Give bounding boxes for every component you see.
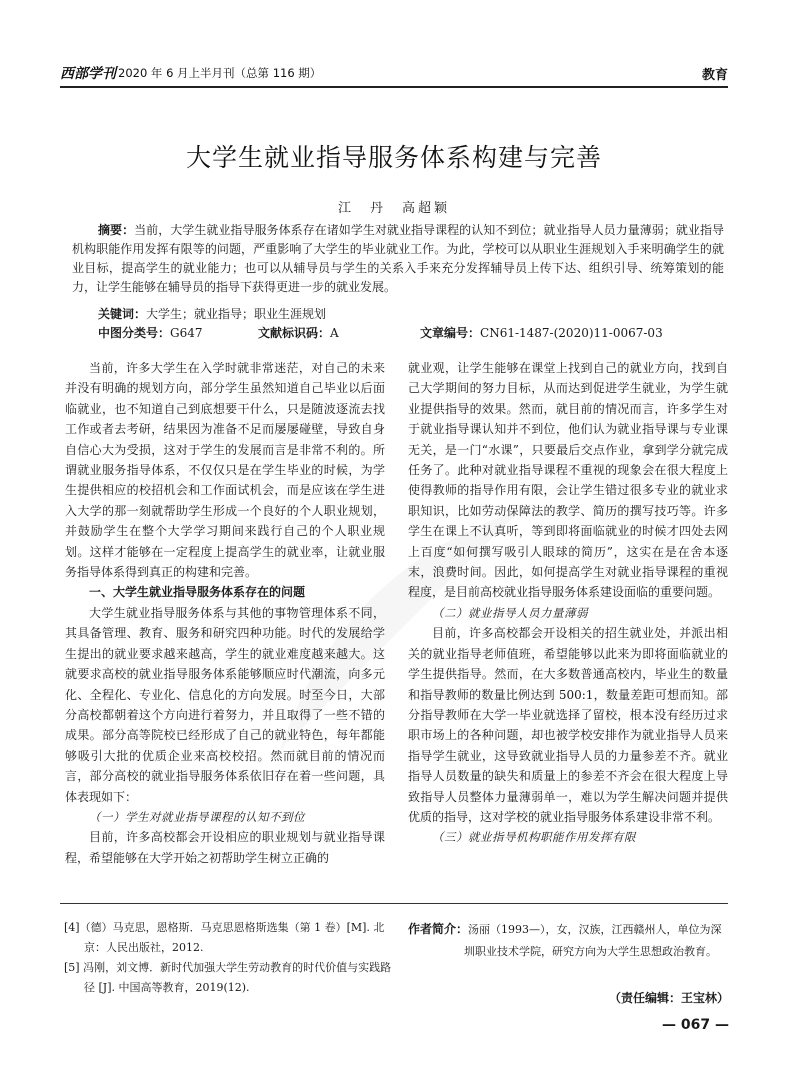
body-paragraph: 目前，许多高校都会开设相关的招生就业处，并派出相关的就业指导老师值班，希望能够以此来为即将面临就业的学生提供指导。然而，在大多数普通高校内，毕业生的数量和指导教师的数量比例达到 500:1，数量差距可想而知。部分指导教师在大学一毕业就选择了留校，根本没有经历过求职市场上的各种问题，却也被学校安排作为就业指导人员来指导学生就业，这导致就业指导人员的力量参差不齐。就业指导人员数量的缺失和质量上的参差不齐会在很大程度上导致指导人员整体力量薄弱单一，难以为学生解决问题并提供优质的指导，这对学校的就业指导服务体系建设非常不利。: [408, 626, 728, 824]
footer-divider: [60, 903, 728, 904]
body-paragraph: 当前，许多大学生在入学时就非常迷茫，对自己的未来并没有明确的规划方向，部分学生虽然知道自己毕业以后面临就业，也不知道自己到底想要干什么，只是随波逐流去找工作或者去考研，结果因为准备不足而屡屡碰壁，导致自身自信心大为受损，这对于学生的发展而言是非常不利的。所谓就业服务指导体系，不仅仅只是在学生毕业的时候，为学生提供相应的校招机会和工作面试机会，而是应该在学生进入大学的那一刻就帮助学生形成一个良好的个人职业规划，并鼓励学生在整个大学学习期间来践行自己的个人职业规划。这样才能够在一定程度上提高学生的就业率，让就业服务指导体系得到真正的构建和完善。: [65, 361, 385, 580]
journal-logo: 西部学刊: [60, 66, 116, 82]
body-paragraph: 大学生就业指导服务体系与其他的事物管理体系不同，其具备管理、教育、服务和研究四种功能。时代的发展给学生提出的就业要求越来越高，学生的就业难度越来越大。这就要求高校的就业指导服务体系能够顺应时代潮流，向多元化、全程化、专业化、信息化的方向发展。时至今日，大部分高校都朝着这个方向进行着努力，并且取得了一些不错的成果。部分高等院校已经形成了自己的就业特色，每年都能够吸引大批的优质企业来高校校招。然而就目前的情况而言，部分高校的就业指导服务体系依旧存在着一些问题，具体表现如下：: [65, 605, 385, 804]
reference-item: [5] 冯刚，刘文博．新时代加强大学生劳动教育的时代价值与实践路径 [J]. 中国高等教育，2019(12).: [64, 961, 392, 994]
doc-code: [258, 324, 339, 343]
subsection-heading: （三）就业指导机构职能作用发挥有限: [432, 830, 636, 845]
references: [64, 918, 394, 998]
keywords-text: 大学生；就业指导；职业生涯规划: [146, 307, 327, 321]
body-column-left: [65, 358, 385, 868]
body-column-right: [408, 358, 728, 848]
doc-value: A: [330, 326, 339, 340]
article-title: 大学生就业指导服务体系构建与完善: [185, 143, 602, 172]
subsection-heading: （一）学生对就业指导课程的认知不到位: [89, 809, 305, 824]
abstract-text: 当前，大学生就业指导服务体系存在诸如学生对就业指导课程的认知不到位；就业指导人员力量薄弱；就业指导机构职能作用发挥有限等的问题，严重影响了大学生的毕业就业工作。为此，学校可以从职业生涯规划入手来明确学生的就业目标，提高学生的就业能力；也可以从辅导员与学生的关系入手来充分发挥辅导员上传下达、组织引导、统筹策划的能力，让学生能够在辅导员的指导下获得更进一步的就业发展。: [72, 223, 724, 294]
bio-label: 作者简介：: [408, 922, 469, 936]
article-number: [420, 324, 663, 343]
keywords: [98, 305, 326, 324]
abstract-label: 摘要：: [98, 223, 135, 237]
body-paragraph: 就业观，让学生能够在课堂上找到自己的就业方向，找到自己大学期间的努力目标，从而达到促进学生就业，为学生就业提供指导的效果。然而，就目前的情况而言，许多学生对于就业指导课认知并不到位，他们认为就业指导课与专业课无关，是一门“水课”，只要最后交点作业，拿到学分就完成任务了。此种对就业指导课程不重视的现象会在很大程度上使得教师的指导作用有限，会让学生错过很多专业的就业求职知识，比如劳动保障法的教学、简历的撰写技巧等。许多学生在课上不认真听，等到即将面临就业的时候才四处去网上百度“如何撰写吸引人眼球的简历”，这实在是在舍本逐末，浪费时间。因此，如何提高学生对就业指导课程的重视程度，是目前高校就业指导服务体系建设面临的重要问题。: [408, 361, 728, 600]
body-paragraph: 目前，许多高校都会开设相应的职业规划与就业指导课程，希望能够在大学开始之初帮助学生树立正确的: [65, 830, 385, 865]
reference-item: [4]（德）马克思，恩格斯．马克思恩格斯选集（第 1 卷）[M]. 北京：人民出版社，2012.: [64, 921, 385, 954]
doc-label: 文献标识码：: [258, 326, 331, 340]
abstract: [72, 221, 724, 297]
responsible-editor: （责任编辑：王宝林）: [608, 991, 729, 1005]
page-number: — 067 —: [662, 1017, 729, 1033]
page-header: [60, 60, 728, 88]
journal-issue: 2020 年 6 月上半月刊（总第 116 期）: [118, 66, 322, 80]
section-tag: 教育: [701, 68, 728, 83]
article-authors: 江 丹 高超颖: [337, 201, 450, 216]
bio-text: 汤丽（1993—），女，汉族，江西赣州人，单位为深圳职业技术学院，研究方向为大学生思想政治教育。: [464, 923, 722, 958]
article-label: 文章编号：: [420, 326, 481, 340]
keywords-label: 关键词：: [98, 307, 147, 321]
clc-number: [98, 324, 203, 343]
article-value: CN61-1487-(2020)11-0067-03: [480, 326, 663, 340]
clc-label: 中图分类号：: [98, 326, 171, 340]
clc-value: G647: [170, 326, 203, 340]
section-heading: 一、大学生就业指导服务体系存在的问题: [89, 585, 306, 600]
subsection-heading: （二）就业指导人员力量薄弱: [432, 605, 588, 620]
author-bio: [408, 918, 728, 963]
